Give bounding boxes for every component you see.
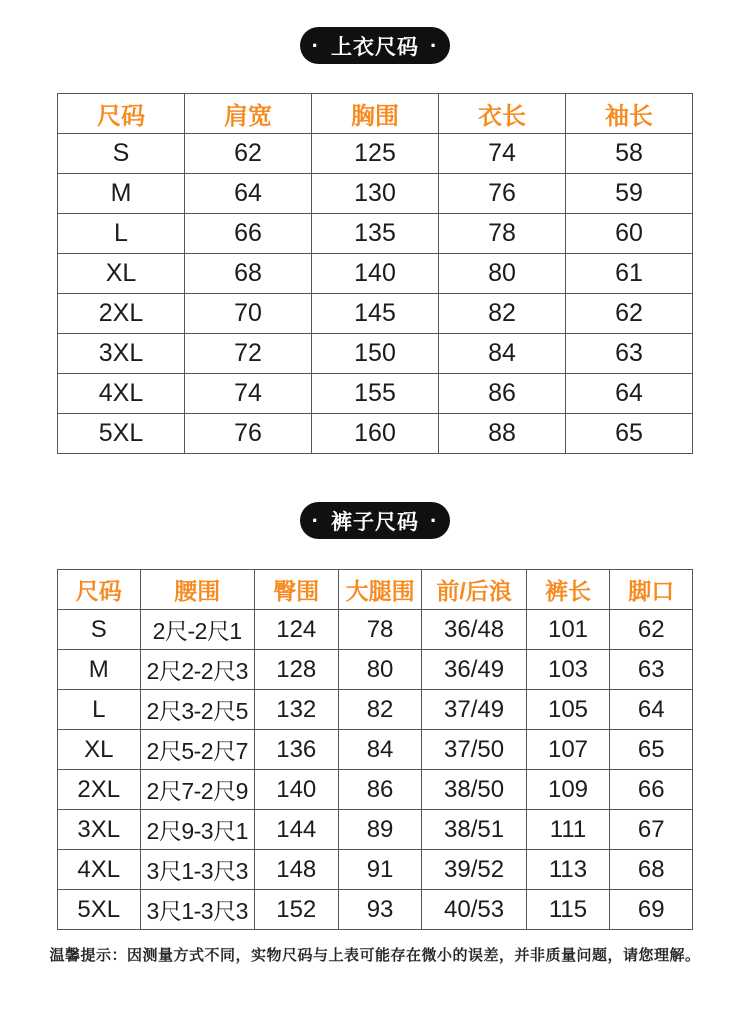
table-row	[58, 770, 693, 810]
table-cell: 89	[338, 810, 422, 850]
table-cell: 124	[254, 610, 338, 650]
table-cell: 78	[338, 610, 422, 650]
table-cell: S	[58, 134, 185, 174]
table-cell: S	[58, 610, 141, 650]
table-cell: L	[58, 690, 141, 730]
table-cell: 64	[610, 690, 693, 730]
table-cell: 113	[526, 850, 610, 890]
table-row	[58, 214, 693, 254]
table-cell: 128	[254, 650, 338, 690]
table-cell: 74	[185, 374, 312, 414]
table-cell: 3尺1-3尺3	[140, 890, 254, 930]
table-cell: 84	[439, 334, 566, 374]
table-row	[58, 650, 693, 690]
table-cell: XL	[58, 730, 141, 770]
column-header: 前/后浪	[422, 570, 526, 610]
column-header: 尺码	[58, 94, 185, 134]
badge-dot-left: ·	[311, 32, 320, 58]
table-cell: 150	[312, 334, 439, 374]
table-cell: 152	[254, 890, 338, 930]
badge-dot-left: ·	[311, 507, 320, 533]
table-cell: 2尺2-2尺3	[140, 650, 254, 690]
badge-dot-right: ·	[430, 32, 439, 58]
table-cell: 2尺9-3尺1	[140, 810, 254, 850]
table-cell: 144	[254, 810, 338, 850]
table-cell: 111	[526, 810, 610, 850]
table-cell: 62	[610, 610, 693, 650]
table-cell: 39/52	[422, 850, 526, 890]
pants-badge-label: 裤子尺码	[331, 510, 419, 534]
table-cell: 74	[439, 134, 566, 174]
table-cell: 60	[566, 214, 693, 254]
column-header: 裤长	[526, 570, 610, 610]
table-cell: 82	[338, 690, 422, 730]
table-cell: 4XL	[58, 850, 141, 890]
table-cell: 59	[566, 174, 693, 214]
table-cell: 2XL	[58, 294, 185, 334]
table-cell: 61	[566, 254, 693, 294]
table-cell: 86	[338, 770, 422, 810]
table-cell: 82	[439, 294, 566, 334]
table-cell: 78	[439, 214, 566, 254]
table-cell: M	[58, 174, 185, 214]
table-cell: 148	[254, 850, 338, 890]
table-cell: 62	[185, 134, 312, 174]
column-header: 腰围	[140, 570, 254, 610]
table-cell: 91	[338, 850, 422, 890]
table-cell: 125	[312, 134, 439, 174]
table-cell: 72	[185, 334, 312, 374]
table-cell: 2尺7-2尺9	[140, 770, 254, 810]
table-cell: 64	[185, 174, 312, 214]
column-header: 尺码	[58, 570, 141, 610]
table-cell: 76	[185, 414, 312, 454]
table-cell: 105	[526, 690, 610, 730]
tops-size-table	[57, 93, 693, 454]
table-cell: 130	[312, 174, 439, 214]
badge-dot-right: ·	[430, 507, 439, 533]
table-row	[58, 134, 693, 174]
table-cell: M	[58, 650, 141, 690]
table-cell: 88	[439, 414, 566, 454]
table-cell: 3尺1-3尺3	[140, 850, 254, 890]
table-cell: 68	[610, 850, 693, 890]
table-cell: 2尺5-2尺7	[140, 730, 254, 770]
column-header: 胸围	[312, 94, 439, 134]
table-cell: 109	[526, 770, 610, 810]
table-cell: 84	[338, 730, 422, 770]
table-cell: 65	[566, 414, 693, 454]
table-cell: 107	[526, 730, 610, 770]
table-cell: 5XL	[58, 890, 141, 930]
tops-header-row	[58, 94, 693, 134]
table-row	[58, 730, 693, 770]
table-row	[58, 374, 693, 414]
table-cell: 76	[439, 174, 566, 214]
table-cell: 62	[566, 294, 693, 334]
table-cell: 3XL	[58, 810, 141, 850]
column-header: 袖长	[566, 94, 693, 134]
table-cell: 63	[566, 334, 693, 374]
table-row	[58, 850, 693, 890]
table-row	[58, 890, 693, 930]
table-cell: 80	[439, 254, 566, 294]
table-cell: 140	[254, 770, 338, 810]
table-cell: 5XL	[58, 414, 185, 454]
table-cell: 36/48	[422, 610, 526, 650]
table-row	[58, 810, 693, 850]
table-cell: 2尺3-2尺5	[140, 690, 254, 730]
table-cell: 135	[312, 214, 439, 254]
table-cell: 38/51	[422, 810, 526, 850]
table-row	[58, 414, 693, 454]
table-cell: 67	[610, 810, 693, 850]
column-header: 肩宽	[185, 94, 312, 134]
table-cell: XL	[58, 254, 185, 294]
table-cell: 80	[338, 650, 422, 690]
table-row	[58, 610, 693, 650]
table-cell: 132	[254, 690, 338, 730]
pants-size-badge	[300, 502, 450, 539]
table-cell: 3XL	[58, 334, 185, 374]
table-cell: 2尺-2尺1	[140, 610, 254, 650]
column-header: 臀围	[254, 570, 338, 610]
column-header: 大腿围	[338, 570, 422, 610]
table-row	[58, 294, 693, 334]
table-cell: 38/50	[422, 770, 526, 810]
table-cell: 36/49	[422, 650, 526, 690]
table-cell: 145	[312, 294, 439, 334]
column-header: 脚口	[610, 570, 693, 610]
measurement-disclaimer: 温馨提示：因测量方式不同，实物尺码与上表可能存在微小的误差，并非质量问题，请您理解。	[49, 947, 701, 964]
table-cell: 93	[338, 890, 422, 930]
table-cell: 64	[566, 374, 693, 414]
table-cell: 136	[254, 730, 338, 770]
table-cell: 86	[439, 374, 566, 414]
table-cell: 37/49	[422, 690, 526, 730]
table-cell: 2XL	[58, 770, 141, 810]
tops-badge-label: 上衣尺码	[331, 35, 419, 59]
table-cell: 101	[526, 610, 610, 650]
table-cell: 103	[526, 650, 610, 690]
table-cell: 65	[610, 730, 693, 770]
table-cell: 4XL	[58, 374, 185, 414]
tops-size-badge	[300, 27, 450, 64]
table-cell: 37/50	[422, 730, 526, 770]
table-cell: 63	[610, 650, 693, 690]
table-cell: 140	[312, 254, 439, 294]
size-chart-page	[0, 27, 750, 1027]
table-row	[58, 334, 693, 374]
table-cell: 66	[610, 770, 693, 810]
pants-size-table	[57, 569, 693, 930]
table-row	[58, 690, 693, 730]
table-cell: 66	[185, 214, 312, 254]
table-cell: 70	[185, 294, 312, 334]
table-row	[58, 254, 693, 294]
column-header: 衣长	[439, 94, 566, 134]
table-cell: 58	[566, 134, 693, 174]
table-cell: 69	[610, 890, 693, 930]
table-row	[58, 174, 693, 214]
table-cell: 155	[312, 374, 439, 414]
table-cell: L	[58, 214, 185, 254]
table-cell: 115	[526, 890, 610, 930]
table-cell: 68	[185, 254, 312, 294]
table-cell: 160	[312, 414, 439, 454]
pants-header-row	[58, 570, 693, 610]
table-cell: 40/53	[422, 890, 526, 930]
